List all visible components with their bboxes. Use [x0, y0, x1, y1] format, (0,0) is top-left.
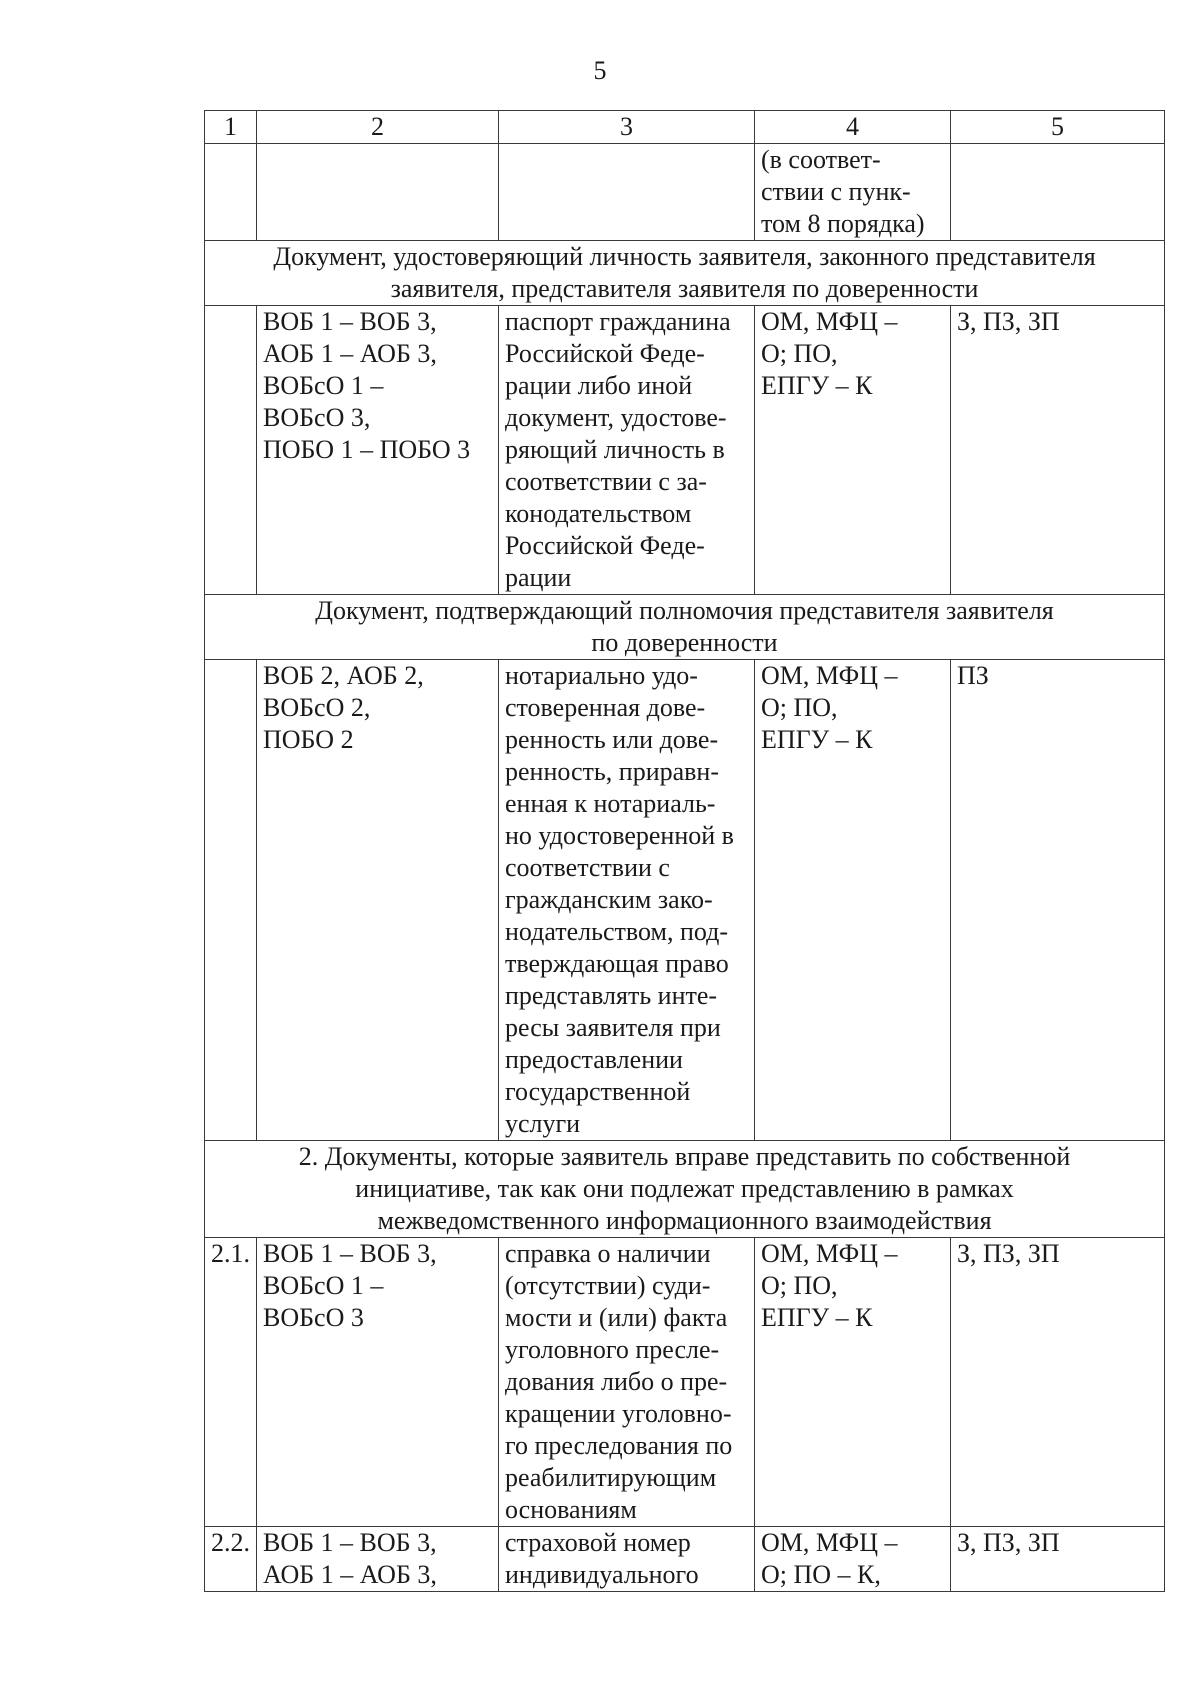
text-line: О; ПО,	[761, 693, 838, 722]
text-line: ствии с пунк-	[761, 177, 911, 206]
text-line: ЕПГУ – К	[761, 371, 873, 400]
text-line: основаниям	[505, 1495, 637, 1524]
cell-number	[205, 660, 257, 1141]
cell-applicant-type	[951, 1238, 1165, 1527]
section-heading-cell	[205, 1141, 1165, 1238]
text-line: представлять инте-	[505, 981, 718, 1010]
header-col-5: 5	[951, 111, 1165, 144]
table-row-continuation	[205, 144, 1165, 241]
cell-categories	[257, 660, 499, 1141]
cell-document	[499, 144, 755, 241]
cell-document	[499, 306, 755, 595]
cell-document	[499, 1238, 755, 1527]
text-line: нодательством, под-	[505, 917, 729, 946]
header-col-4: 4	[755, 111, 951, 144]
text-line: гражданским зако-	[505, 885, 713, 914]
text-line: услуги	[505, 1109, 581, 1138]
text-line: Российской Феде-	[505, 531, 705, 560]
text-line: том 8 порядка)	[761, 209, 925, 238]
text-line: ВОБсО 3	[263, 1303, 364, 1332]
text-line: ВОБсО 1 –	[263, 371, 384, 400]
text-line: ВОБсО 2,	[263, 693, 371, 722]
text-line: ОМ, МФЦ –	[761, 661, 898, 690]
text-line: документ, удостове-	[505, 403, 727, 432]
cell-applicant-type	[951, 306, 1165, 595]
section-heading-authority	[205, 595, 1165, 660]
text-line: О; ПО – К,	[761, 1560, 881, 1589]
text-line: ПЗ	[957, 661, 989, 690]
cell-submission-method	[755, 660, 951, 1141]
section-heading-cell	[205, 241, 1165, 306]
cell-number: 2.1.	[205, 1238, 257, 1527]
text-line: (отсутствии) суди-	[505, 1271, 711, 1300]
table-row-2-2	[205, 1527, 1165, 1592]
text-line: Российской Феде-	[505, 339, 705, 368]
text-line: ОМ, МФЦ –	[761, 1239, 898, 1268]
requirements-table	[204, 110, 1165, 1592]
table-row-power-of-attorney	[205, 660, 1165, 1141]
table-row-2-1	[205, 1238, 1165, 1527]
text-line: паспорт гражданина	[505, 307, 731, 336]
text-line: ПОБО 2	[263, 725, 354, 754]
text-line: по доверенности	[591, 628, 778, 657]
header-col-2: 2	[257, 111, 499, 144]
section-heading-own-initiative	[205, 1141, 1165, 1238]
cell-submission-method	[755, 1527, 951, 1592]
cell-applicant-type	[951, 1527, 1165, 1592]
text-line: 2. Документы, которые заявитель вправе представить по собственной	[298, 1142, 1071, 1171]
text-line: го преследования по	[505, 1431, 733, 1460]
text-line: стоверенная дове-	[505, 693, 706, 722]
text-line: ВОБ 1 – ВОБ 3,	[263, 307, 437, 336]
text-line: ПОБО 1 – ПОБО 3	[263, 435, 471, 464]
cell-applicant-type	[951, 660, 1165, 1141]
cell-applicant-type	[951, 144, 1165, 241]
cell-submission-method	[755, 144, 951, 241]
text-line: но удостоверенной в	[505, 821, 734, 850]
text-line: дования либо о пре-	[505, 1367, 728, 1396]
text-line: индивидуального	[505, 1560, 699, 1589]
text-line: АОБ 1 – АОБ 3,	[263, 1560, 437, 1589]
text-line: ЕПГУ – К	[761, 1303, 873, 1332]
text-line: предоставлении	[505, 1045, 683, 1074]
text-line: межведомственного информационного взаимодействия	[377, 1206, 992, 1235]
text-line: соответствии с	[505, 853, 670, 882]
text-line: конодательством	[505, 499, 692, 528]
header-col-1: 1	[205, 111, 257, 144]
text-line: АОБ 1 – АОБ 3,	[263, 339, 437, 368]
cell-categories	[257, 1238, 499, 1527]
text-line: тверждающая право	[505, 949, 729, 978]
text-line: О; ПО,	[761, 1271, 838, 1300]
text-line: З, ПЗ, ЗП	[957, 1528, 1060, 1557]
text-line: ОМ, МФЦ –	[761, 1528, 898, 1557]
text-line: ресы заявителя при	[505, 1013, 721, 1042]
header-col-3: 3	[499, 111, 755, 144]
text-line: страховой номер	[505, 1528, 691, 1557]
text-line: ВОБ 2, АОБ 2,	[263, 661, 424, 690]
text-line: нотариально удо-	[505, 661, 698, 690]
text-line: (в соответ-	[761, 145, 881, 174]
cell-document	[499, 1527, 755, 1592]
text-line: государственной	[505, 1077, 691, 1106]
text-line: ВОБ 1 – ВОБ 3,	[263, 1528, 437, 1557]
text-line: инициативе, так как они подлежат представлению в рамках	[355, 1174, 1014, 1203]
text-line: ВОБ 1 – ВОБ 3,	[263, 1239, 437, 1268]
text-line: уголовного пресле-	[505, 1335, 720, 1364]
text-line: ренность, приравн-	[505, 757, 719, 786]
cell-submission-method	[755, 1238, 951, 1527]
text-line: реабилитирующим	[505, 1463, 717, 1492]
text-line: ВОБсО 1 –	[263, 1271, 384, 1300]
cell-categories	[257, 306, 499, 595]
text-line: кращении уголовно-	[505, 1399, 732, 1428]
text-line: ряющий личность в	[505, 435, 725, 464]
table-header-row	[205, 111, 1165, 144]
cell-categories	[257, 144, 499, 241]
text-line: З, ПЗ, ЗП	[957, 1239, 1060, 1268]
cell-categories	[257, 1527, 499, 1592]
cell-number: 2.2.	[205, 1527, 257, 1592]
table-row-passport	[205, 306, 1165, 595]
text-line: заявителя, представителя заявителя по доверенности	[390, 274, 979, 303]
page-number: 5	[593, 56, 607, 85]
cell-submission-method	[755, 306, 951, 595]
section-heading-identity	[205, 241, 1165, 306]
text-line: О; ПО,	[761, 339, 838, 368]
text-line: рации	[505, 563, 572, 592]
text-line: Документ, удостоверяющий личность заявителя, законного представителя	[273, 242, 1096, 271]
text-line: ВОБсО 3,	[263, 403, 371, 432]
text-line: мости и (или) факта	[505, 1303, 728, 1332]
text-line: З, ПЗ, ЗП	[957, 307, 1060, 336]
cell-number	[205, 144, 257, 241]
text-line: справка о наличии	[505, 1239, 711, 1268]
cell-number	[205, 306, 257, 595]
text-line: Документ, подтверждающий полномочия представителя заявителя	[315, 596, 1054, 625]
text-line: соответствии с за-	[505, 467, 707, 496]
text-line: енная к нотариаль-	[505, 789, 716, 818]
text-line: ренность или дове-	[505, 725, 719, 754]
section-heading-cell	[205, 595, 1165, 660]
text-line: ОМ, МФЦ –	[761, 307, 898, 336]
text-line: рации либо иной	[505, 371, 693, 400]
text-line: ЕПГУ – К	[761, 725, 873, 754]
cell-document	[499, 660, 755, 1141]
